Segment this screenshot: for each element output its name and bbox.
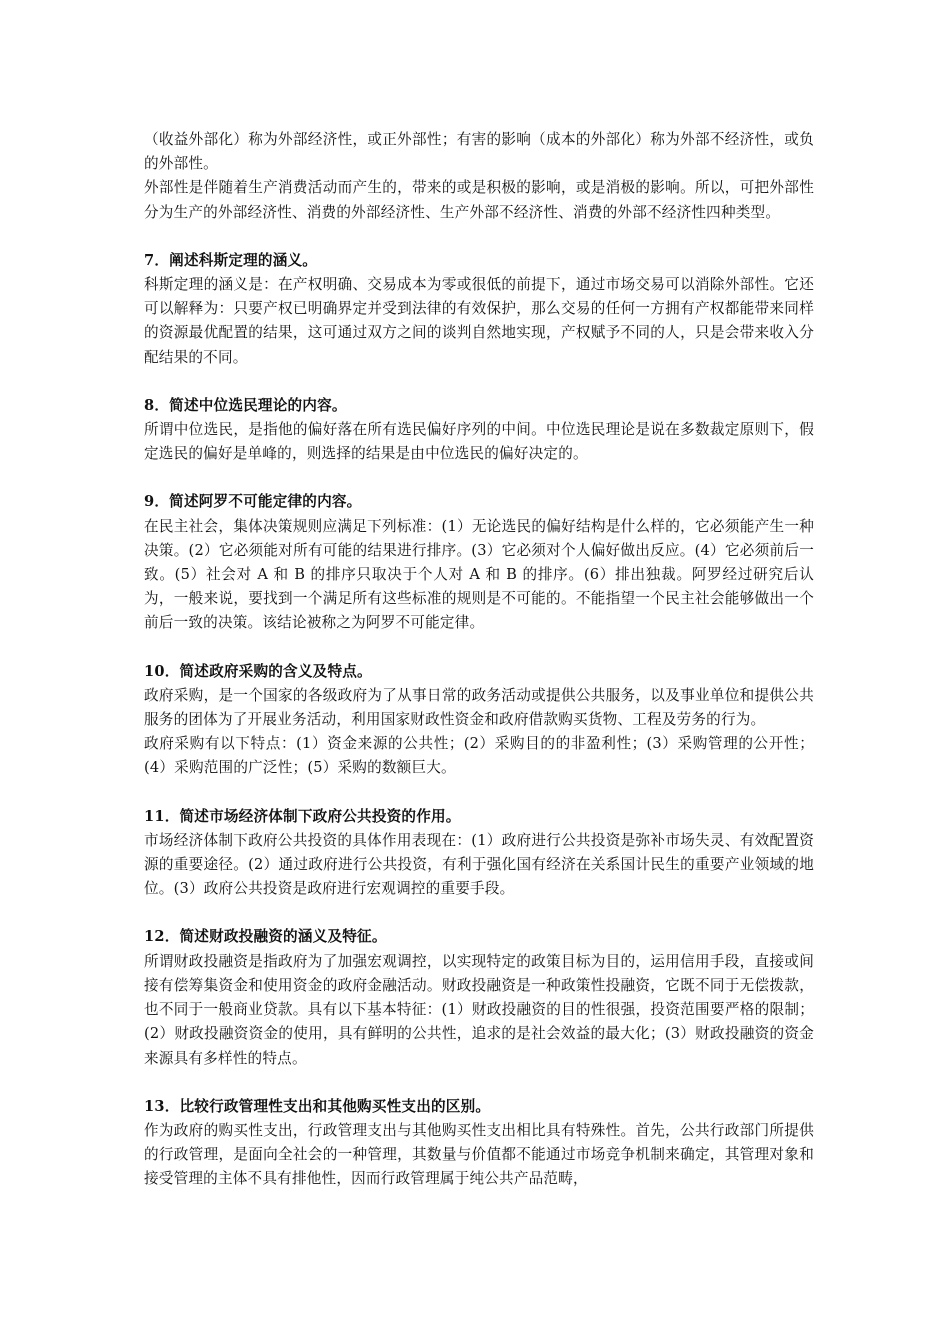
paragraph: （收益外部化）称为外部经济性，或正外部性；有害的影响（成本的外部化）称为外部不经济性，或负的外部性。 (144, 131, 814, 173)
section-7-coase-theorem (144, 249, 814, 370)
document-body (144, 128, 814, 1192)
paragraph: 市场经济体制下政府公共投资的具体作用表现在：(1）政府进行公共投资是弥补市场失灵、有效配置资源的重要途径。(2）通过政府进行公共投资，有利于强化国有经济在关系国计民生的重要产业领域的地位。(3）政府公共投资是政府进行宏观调控的重要手段。 (144, 831, 814, 898)
section-12-fiscal-investment-financing (144, 925, 814, 1070)
section-heading: 9．简述阿罗不可能定律的内容。 (144, 493, 362, 511)
section-heading: 10．简述政府采购的含义及特点。 (144, 662, 372, 680)
paragraph: 政府采购有以下特点：(1）资金来源的公共性；(2）采购目的的非盈利性；(3）采购管理的公开性；(4）采购范围的广泛性；(5）采购的数额巨大。 (144, 735, 814, 777)
intro-block (144, 128, 814, 225)
section-9-arrow-impossibility (144, 490, 814, 635)
paragraph: 科斯定理的涵义是：在产权明确、交易成本为零或很低的前提下，通过市场交易可以消除外部性。它还可以解释为：只要产权已明确界定并受到法律的有效保护，那么交易的任何一方拥有产权都能带来同样的资源最优配置的结果，这可通过双方之间的谈判自然地实现，产权赋予不同的人，只是会带来收入分配结果的不同。 (144, 276, 814, 366)
section-heading: 7．阐述科斯定理的涵义。 (144, 251, 318, 269)
paragraph: 所谓财政投融资是指政府为了加强宏观调控，以实现特定的政策目标为目的，运用信用手段，直接或间接有偿筹集资金和使用资金的政府金融活动。财政投融资是一种政策性投融资，它既不同于无偿拨款，也不同于一般商业贷款。具有以下基本特征：(1）财政投融资的目的性很强，投资范围要严格的限制；(2）财政投融资资金的使用，具有鲜明的公共性，追求的是社会效益的最大化；(3）财政投融资的资金来源具有多样性的特点。 (144, 952, 814, 1067)
section-10-government-procurement (144, 660, 814, 781)
paragraph: 作为政府的购买性支出，行政管理支出与其他购买性支出相比具有特殊性。首先，公共行政部门所提供的行政管理，是面向全社会的一种管理，其数量与价值都不能通过市场竞争机制来确定，其管理对象和接受管理的主体不具有排他性，因而行政管理属于纯公共产品范畴， (144, 1121, 814, 1188)
section-8-median-voter (144, 394, 814, 467)
section-heading: 12．简述财政投融资的涵义及特征。 (144, 928, 387, 946)
section-13-administrative-expenditure (144, 1095, 814, 1192)
paragraph: 在民主社会，集体决策规则应满足下列标准：(1）无论选民的偏好结构是什么样的，它必须能产生一种决策。(2）它必须能对所有可能的结果进行排序。(3）它必须对个人偏好做出反应。(4）它必须前后一致。(5）社会对 A 和 B 的排序只取决于个人对 A 和 B 的排序。(6）排出独裁。阿罗经过研究后认为，一般来说，要找到一个满足所有这些标准的规则是不可能的。不能指望一个民主社会能够做出一个前后一致的决策。该结论被称之为阿罗不可能定律。 (144, 517, 814, 632)
paragraph: 政府采购，是一个国家的各级政府为了从事日常的政务活动或提供公共服务，以及事业单位和提供公共服务的团体为了开展业务活动，利用国家财政性资金和政府借款购买货物、工程及劳务的行为。 (144, 686, 814, 729)
paragraph: 外部性是伴随着生产消费活动而产生的，带来的或是积极的影响，或是消极的影响。所以，可把外部性分为生产的外部经济性、消费的外部经济性、生产外部不经济性、消费的外部不经济性四种类型。 (144, 179, 814, 221)
section-heading: 8．简述中位选民理论的内容。 (144, 396, 347, 414)
section-heading: 11．简述市场经济体制下政府公共投资的作用。 (144, 807, 461, 825)
section-11-public-investment (144, 805, 814, 902)
paragraph: 所谓中位选民，是指他的偏好落在所有选民偏好序列的中间。中位选民理论是说在多数裁定原则下，假定选民的偏好是单峰的，则选择的结果是由中位选民的偏好决定的。 (144, 421, 814, 463)
section-heading: 13．比较行政管理性支出和其他购买性支出的区别。 (144, 1097, 491, 1115)
